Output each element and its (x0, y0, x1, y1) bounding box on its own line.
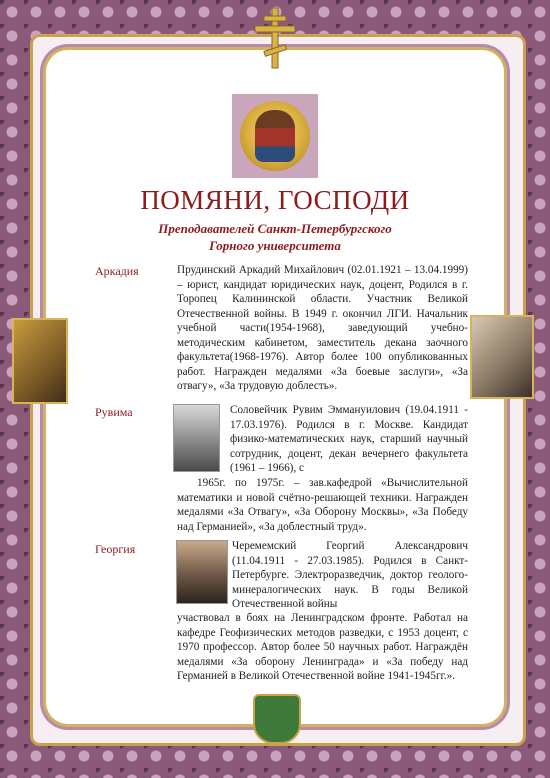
entry-bio-georgiy-top: Черемемский Георгий Александрович (11.04.1911 - 27.03.1985). Родился в Санкт-Петербурге. Электроразведчик, доктор геолого-минералогических наук. В годы Великой Отечественной войны (232, 540, 468, 610)
entry-bio-arkadiy: Прудинский Аркадий Михайлович (02.01.1921 – 13.04.1999) – юрист, кандидат юридических наук, доцент, Родился в г. Торопец Калининской области. Участник Великой Отечественной войны. В 1949 г. окончил ЛГИ. Начальник учебной части(1954-1968), заведующий учебно-методическим кабинетом, заместитель декана заочного факультета(1968-1976). Автор более 100 опубликованных работ. Награжден медалями «За боевые заслуги», «За отвагу», «За трудовую доблесть». (177, 264, 468, 392)
portrait-photo-georgiy (176, 540, 228, 604)
theotokos-icon-right (470, 315, 534, 399)
entry-bio-ruvim-top: Соловейчик Рувим Эммануилович (19.04.1911 - 17.03.1976). Родился в г. Москве. Кандидат физико-математических наук, старший научный сотрудник, доцент, декан вечернего факультета (1961 – 1966), с (230, 404, 468, 474)
orthodox-cross-icon (250, 6, 300, 70)
page-subtitle (0, 220, 550, 254)
university-emblem-icon (253, 694, 301, 744)
entry-name-ruvim: Рувима (95, 405, 133, 419)
entry-name-georgiy: Георгия (95, 542, 136, 556)
subtitle-line-1: Преподавателей Санкт-Петербургского (158, 221, 392, 236)
entry-name-arkadiy: Аркадия (95, 264, 139, 278)
page-title: ПОМЯНИ, ГОСПОДИ (140, 185, 410, 215)
christ-icon (232, 94, 318, 178)
entry-bio-ruvim-bottom: 1965г. по 1975г. – зав.кафедрой «Вычислительной математики и новой счётно-решающей техники. Награжден медалями «За Отвагу», «За Оборону Москвы», «За Победу над Германией», «За доблестный труд». (177, 477, 468, 533)
entry-bio-georgiy-bottom: участвовал в боях на Ленинградском фронте. Работал на кафедре Геофизических методов разведки, с 1953 доцент, с 1970 профессор. Автор более 50 научных работ. Награждён медалями «За оборону Ленинграда» и «За победу над Германией в Великой Отечественной войне 1941-1945гг.». (177, 612, 468, 682)
saint-icon-left (12, 318, 68, 404)
subtitle-line-2: Горного университета (209, 238, 341, 253)
portrait-photo-ruvim (173, 404, 220, 472)
